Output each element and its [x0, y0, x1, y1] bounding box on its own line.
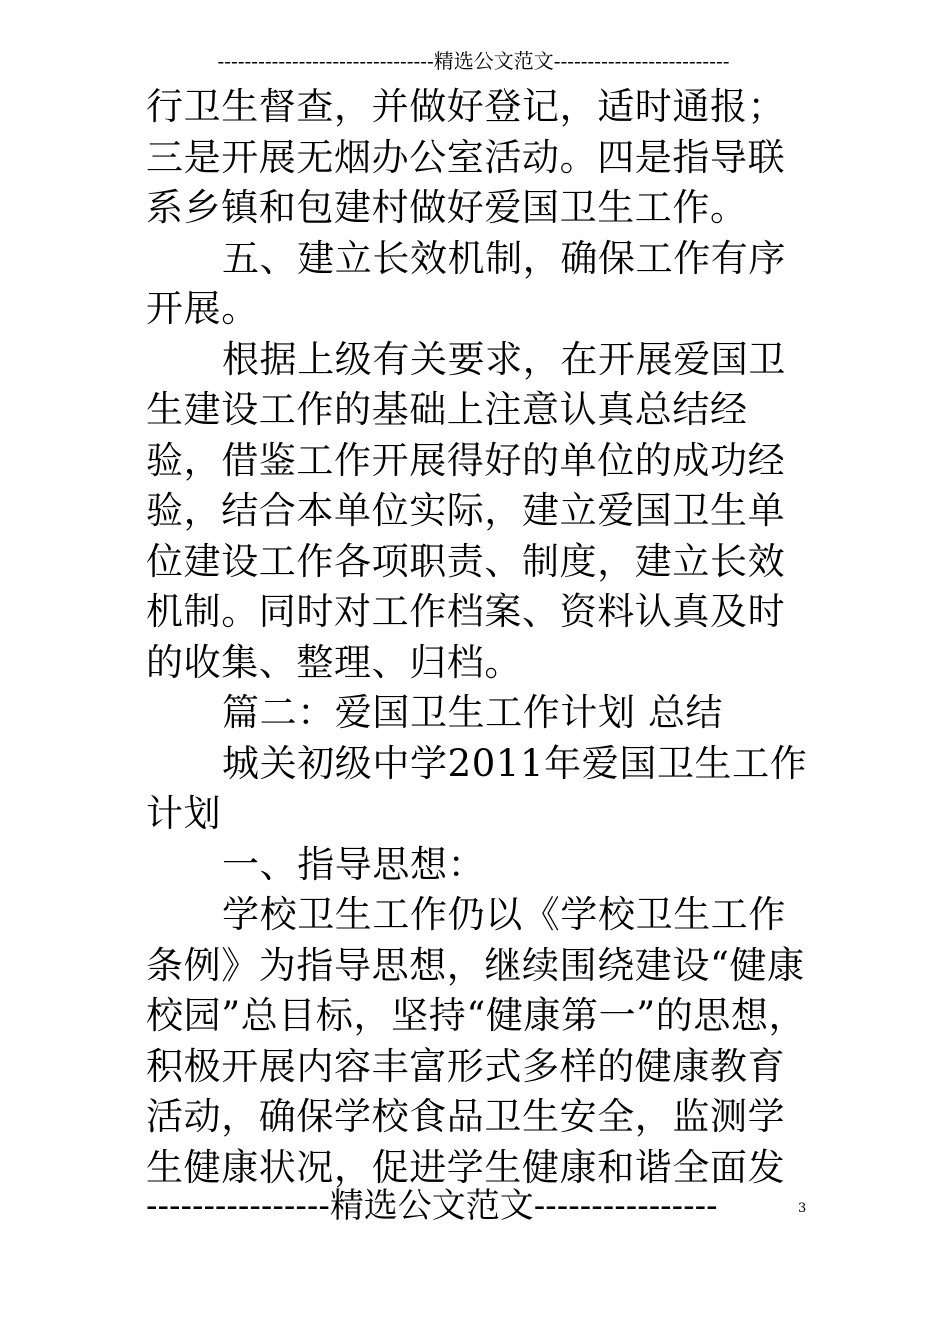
document-title: 城关初级中学2011年爱国卫生工作 [222, 741, 808, 785]
text-line: 计划 [146, 792, 222, 835]
text-line: 验，借鉴工作开展得好的单位的成功经 [146, 438, 786, 482]
page-number: 3 [798, 1201, 807, 1216]
text-line: 验，结合本单位实际，建立爱国卫生单 [146, 489, 786, 532]
text-line: 三是开展无烟办公室活动。四是指导联 [146, 135, 786, 179]
text-line: 的收集、整理、归档。 [146, 640, 522, 684]
chapter-title: 篇二：爱国卫生工作计划 总结 [222, 691, 724, 734]
text-line: 位建设工作各项职责、制度，建立长效 [146, 539, 786, 583]
document-body [146, 82, 811, 1193]
text-line: 开展。 [146, 287, 259, 330]
text-line: 积极开展内容丰富形式多样的健康教育 [146, 1044, 786, 1088]
text-line: 行卫生督查，并做好登记，适时通报； [146, 85, 786, 128]
text-line: 生建设工作的基础上注意认真总结经 [146, 388, 748, 431]
paragraph-start: 学校卫生工作仍以《学校卫生工作 [222, 893, 786, 936]
text-line: 条例》为指导思想，继续围绕建设“健康 [146, 943, 805, 987]
text-line: 校园”总目标，坚持“健康第一”的思想， [146, 994, 807, 1037]
text-line: 系乡镇和包建村做好爱国卫生工作。 [146, 186, 748, 229]
page-header: --------------------------------精选公文范文-------------------------- [217, 49, 730, 73]
text-line: 机制。同时对工作档案、资料认真及时 [146, 590, 786, 633]
section-heading: 五、建立长效机制，确保工作有序 [222, 236, 786, 280]
text-line: 生健康状况，促进学生健康和谐全面发 [146, 1145, 786, 1189]
section-heading: 一、指导思想： [222, 842, 486, 886]
page-footer: ----------------精选公文范文---------------- [146, 1186, 718, 1226]
text-line: 活动，确保学校食品卫生安全，监测学 [146, 1095, 786, 1138]
paragraph-start: 根据上级有关要求，在开展爱国卫 [222, 337, 786, 381]
